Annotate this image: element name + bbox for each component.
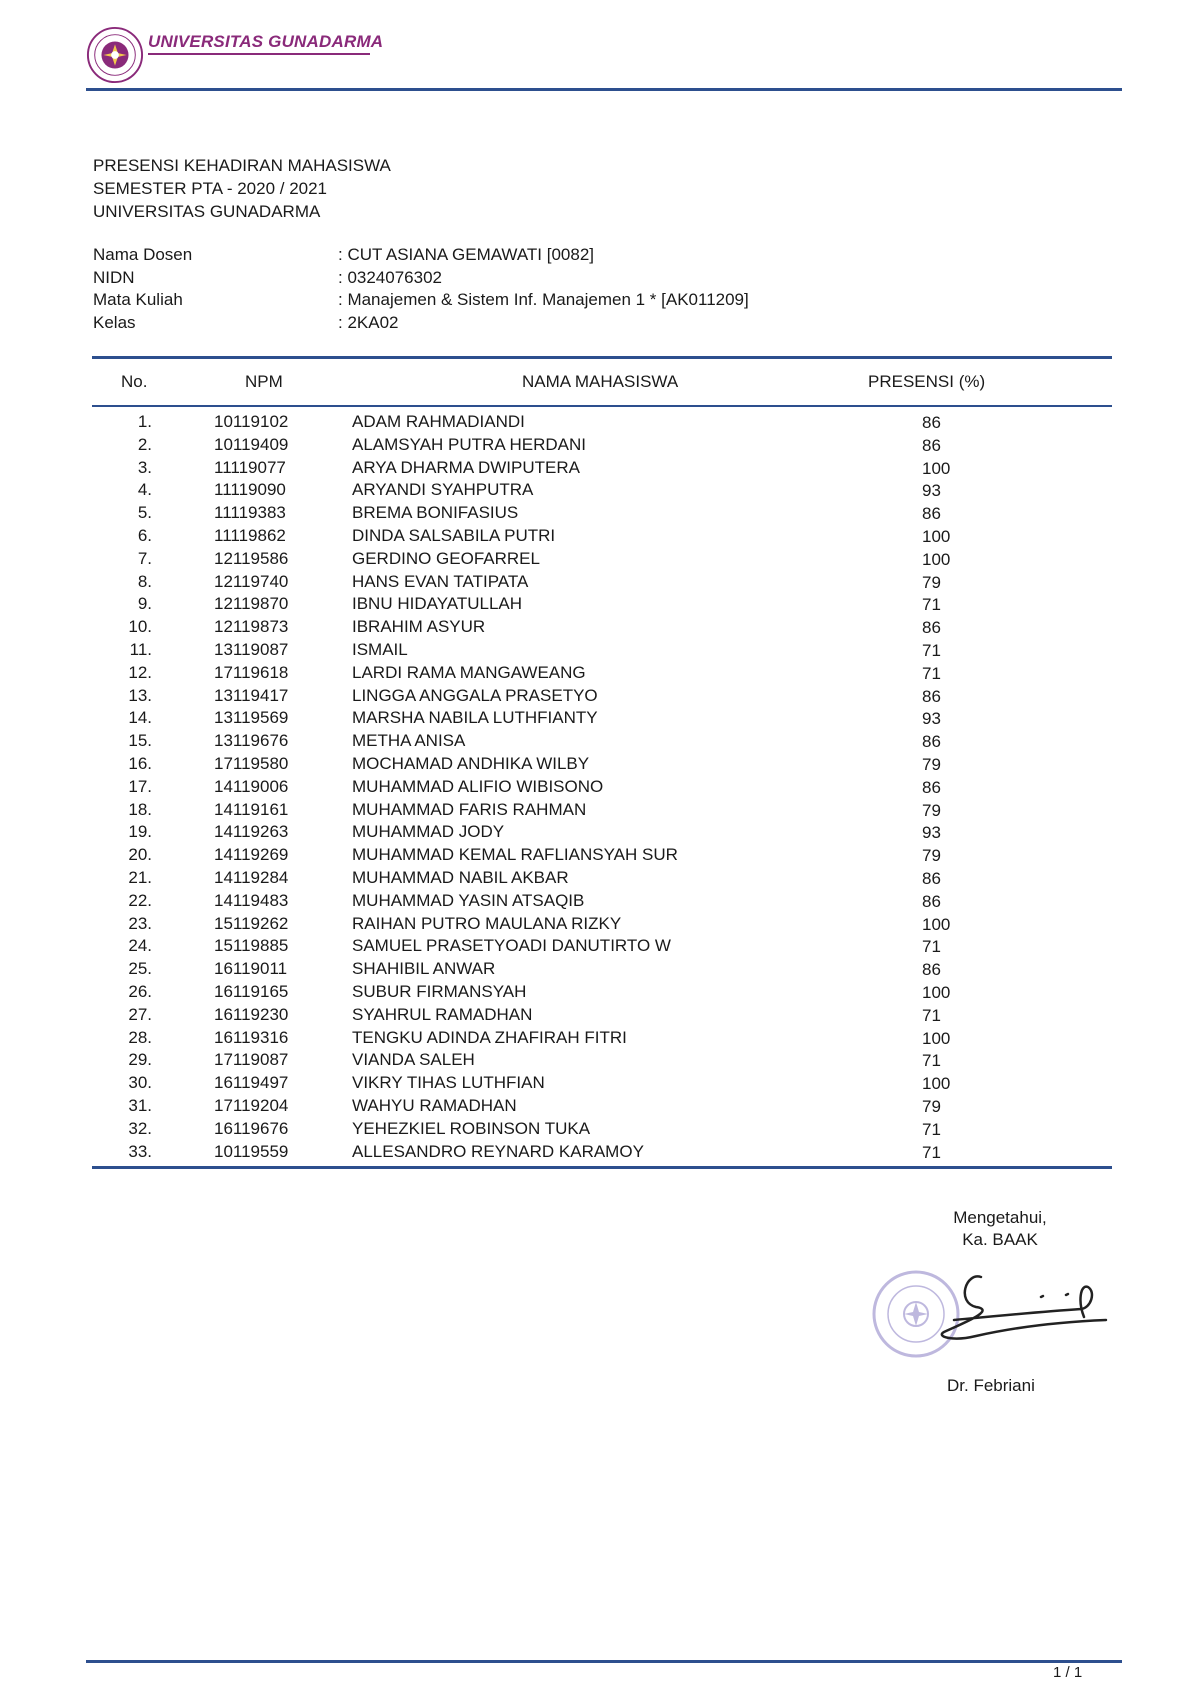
row-npm: 11119383 [214,503,286,523]
row-nama: MUHAMMAD FARIS RAHMAN [352,799,587,819]
table-row [92,524,1112,547]
row-presensi: 100 [922,1074,951,1094]
row-npm: 12119586 [214,548,289,568]
university-name: UNIVERSITAS GUNADARMA [148,32,384,51]
row-presensi: 86 [922,686,941,706]
dosen-value: : CUT ASIANA GEMAWATI [0082] [338,245,595,264]
row-presensi: 86 [922,435,941,455]
signature-heading [880,1207,1120,1251]
row-nama: SAMUEL PRASETYOADI DANUTIRTO W [352,936,671,956]
row-presensi: 100 [922,1028,951,1048]
row-nama: LINGGA ANGGALA PRASETYO [352,685,598,705]
row-nama: ALLESANDRO REYNARD KARAMOY [352,1141,644,1161]
row-no: 21. [128,867,152,887]
row-no: 31. [128,1095,152,1115]
row-npm: 14119263 [214,822,289,842]
row-nama: VIKRY TIHAS LUTHFIAN [352,1073,545,1093]
row-npm: 13119569 [214,708,289,728]
table-row [92,1071,1112,1094]
row-presensi: 100 [922,458,951,478]
row-no: 12. [128,662,152,682]
row-npm: 11119077 [214,457,286,477]
row-nama: WAHYU RAMADHAN [352,1095,517,1115]
table-row [92,1003,1112,1026]
row-nama: GERDINO GEOFARREL [352,548,540,568]
header-nama: NAMA MAHASISWA [522,371,679,391]
table-row [92,866,1112,889]
row-nama: MUHAMMAD YASIN ATSAQIB [352,890,585,910]
document-titles [93,154,391,223]
row-no: 25. [128,959,152,979]
row-presensi: 71 [922,1119,941,1139]
row-npm: 14119483 [214,890,289,910]
row-nama: SYAHRUL RAMADHAN [352,1004,533,1024]
table-row [92,1140,1112,1163]
row-no: 5. [137,503,152,523]
row-npm: 14119006 [214,776,289,796]
row-nama: MUHAMMAD JODY [352,822,505,842]
row-npm: 14119161 [214,799,289,819]
table-row [92,1026,1112,1049]
row-npm: 14119269 [214,845,289,865]
signature-line-2: Ka. BAAK [962,1230,1038,1249]
nidn-label: NIDN [93,267,135,287]
header-no: No. [121,371,148,391]
nidn-value: : 0324076302 [338,267,442,287]
table-row [92,478,1112,501]
row-no: 10. [128,617,152,637]
table-bottom-rule [92,1166,1112,1169]
row-presensi: 71 [922,1005,941,1025]
row-nama: ARYANDI SYAHPUTRA [352,480,534,500]
row-npm: 17119204 [214,1095,289,1115]
table-row [92,798,1112,821]
row-nama: MARSHA NABILA LUTHFIANTY [352,708,598,728]
header-presensi: PRESENSI (%) [868,371,986,391]
row-presensi: 100 [922,914,951,934]
row-nama: ALAMSYAH PUTRA HERDANI [352,434,586,454]
row-presensi: 79 [922,754,941,774]
signatory-name: Dr. Febriani [947,1376,1035,1395]
row-presensi: 71 [922,640,941,660]
table-row [92,889,1112,912]
row-no: 20. [128,845,152,865]
page-number: 1 / 1 [1053,1664,1083,1681]
row-presensi: 86 [922,618,941,638]
official-stamp-icon [874,1272,958,1356]
row-presensi: 93 [922,709,941,729]
row-no: 22. [128,890,152,910]
table-row [92,433,1112,456]
table-row [92,661,1112,684]
document-header [86,22,1122,90]
row-no: 30. [128,1073,152,1093]
title-line-2: SEMESTER PTA - 2020 / 2021 [93,179,328,198]
row-nama: ARYA DHARMA DWIPUTERA [352,457,580,477]
row-no: 7. [137,548,152,568]
dosen-label: Nama Dosen [93,245,193,264]
table-row [92,684,1112,707]
handwritten-signature-icon [942,1276,1106,1338]
row-presensi: 71 [922,595,941,615]
row-presensi: 71 [922,1142,941,1162]
title-line-1: PRESENSI KEHADIRAN MAHASISWA [93,156,391,175]
row-npm: 11119862 [214,525,286,545]
row-npm: 12119740 [214,571,289,591]
row-no: 8. [137,571,152,591]
row-presensi: 100 [922,526,951,546]
table-row [92,957,1112,980]
table-row [92,570,1112,593]
row-npm: 13119417 [214,685,289,705]
row-presensi: 86 [922,413,941,432]
row-npm: 16119316 [214,1027,289,1047]
kelas-value: : 2KA02 [338,312,399,332]
row-no: 4. [137,480,152,500]
row-nama: SUBUR FIRMANSYAH [352,981,527,1001]
row-nama: HANS EVAN TATIPATA [352,571,529,591]
row-npm: 17119580 [214,753,289,773]
table-row [92,638,1112,661]
row-nama: ADAM RAHMADIANDI [352,412,525,431]
row-nama: LARDI RAMA MANGAWEANG [352,662,586,682]
table-row [92,1094,1112,1117]
row-nama: RAIHAN PUTRO MAULANA RIZKY [352,913,622,933]
row-npm: 15119262 [214,913,289,933]
row-nama: METHA ANISA [352,731,466,751]
row-nama: IBNU HIDAYATULLAH [352,594,523,614]
row-no: 26. [128,981,152,1001]
row-no: 19. [128,822,152,842]
row-no: 2. [137,434,152,454]
row-npm: 11119090 [214,480,286,500]
row-presensi: 86 [922,777,941,797]
row-nama: MUHAMMAD ALIFIO WIBISONO [352,776,604,796]
row-npm: 15119885 [214,936,289,956]
row-npm: 10119102 [214,412,289,431]
row-presensi: 79 [922,846,941,866]
kelas-label: Kelas [93,312,136,332]
table-row [92,501,1112,524]
header-npm: NPM [245,371,283,391]
row-npm: 12119870 [214,594,289,614]
row-presensi: 71 [922,663,941,683]
row-nama: YEHEZKIEL ROBINSON TUKA [352,1118,591,1138]
table-row [92,912,1112,935]
row-presensi: 79 [922,1096,941,1116]
row-npm: 16119676 [214,1118,289,1138]
table-body [92,407,1112,1166]
row-npm: 14119284 [214,867,289,887]
row-npm: 16119497 [214,1073,289,1093]
row-no: 28. [128,1027,152,1047]
row-npm: 12119873 [214,617,289,637]
table-row [92,752,1112,775]
row-presensi: 86 [922,868,941,888]
row-no: 15. [128,731,152,751]
row-presensi: 71 [922,937,941,957]
row-npm: 16119011 [214,959,288,979]
row-no: 29. [128,1050,152,1070]
row-npm: 13119676 [214,731,289,751]
row-npm: 17119087 [214,1050,289,1070]
matkul-label: Mata Kuliah [93,290,183,309]
row-presensi: 86 [922,891,941,911]
table-row [92,820,1112,843]
matkul-value: : Manajemen & Sistem Inf. Manajemen 1 * [AK011209] [338,290,749,309]
row-npm: 16119165 [214,981,289,1001]
row-no: 32. [128,1118,152,1138]
row-nama: MUHAMMAD NABIL AKBAR [352,867,569,887]
row-npm: 13119087 [214,639,289,659]
row-no: 9. [137,594,152,614]
title-line-3: UNIVERSITAS GUNADARMA [93,202,321,221]
row-presensi: 79 [922,800,941,820]
row-no: 27. [128,1004,152,1024]
table-header [92,359,1112,405]
row-no: 1. [137,412,152,431]
table-row [92,843,1112,866]
table-row [92,547,1112,570]
attendance-table [92,356,1112,1169]
row-nama: TENGKU ADINDA ZHAFIRAH FITRI [352,1027,627,1047]
row-nama: SHAHIBIL ANWAR [352,959,496,979]
university-seal-icon [86,26,144,84]
row-nama: BREMA BONIFASIUS [352,503,519,523]
row-presensi: 86 [922,960,941,980]
row-npm: 10119559 [214,1141,289,1161]
row-no: 6. [137,525,152,545]
row-presensi: 71 [922,1051,941,1071]
table-row [92,410,1112,433]
row-npm: 17119618 [214,662,289,682]
row-presensi: 79 [922,572,941,592]
row-no: 23. [128,913,152,933]
row-presensi: 86 [922,732,941,752]
table-row [92,1117,1112,1140]
row-no: 18. [128,799,152,819]
row-nama: ISMAIL [352,639,408,659]
header-divider [86,88,1122,91]
row-no: 13. [128,685,152,705]
row-presensi: 100 [922,549,951,569]
signature-stamp [866,1262,1116,1362]
table-row [92,729,1112,752]
row-nama: VIANDA SALEH [352,1050,475,1070]
row-no: 3. [137,457,152,477]
table-row [92,456,1112,479]
signature-line-1: Mengetahui, [953,1208,1047,1227]
table-row [92,592,1112,615]
table-row [92,615,1112,638]
footer-divider [86,1660,1122,1663]
row-npm: 10119409 [214,434,289,454]
row-nama: MOCHAMAD ANDHIKA WILBY [352,753,590,773]
row-no: 14. [128,708,152,728]
row-presensi: 93 [922,481,941,501]
table-row [92,1048,1112,1071]
table-row [92,934,1112,957]
row-nama: MUHAMMAD KEMAL RAFLIANSYAH SUR [352,845,678,865]
row-presensi: 86 [922,504,941,524]
table-row [92,775,1112,798]
row-no: 11. [129,639,152,659]
row-no: 16. [128,753,152,773]
table-row [92,706,1112,729]
row-nama: DINDA SALSABILA PUTRI [352,525,556,545]
row-presensi: 100 [922,982,951,1002]
row-no: 24. [128,936,152,956]
university-name-underline [148,53,370,55]
row-nama: IBRAHIM ASYUR [352,617,486,637]
table-row [92,980,1112,1003]
row-no: 33. [128,1141,152,1161]
row-presensi: 93 [922,823,941,843]
row-no: 17. [128,776,152,796]
row-npm: 16119230 [214,1004,289,1024]
